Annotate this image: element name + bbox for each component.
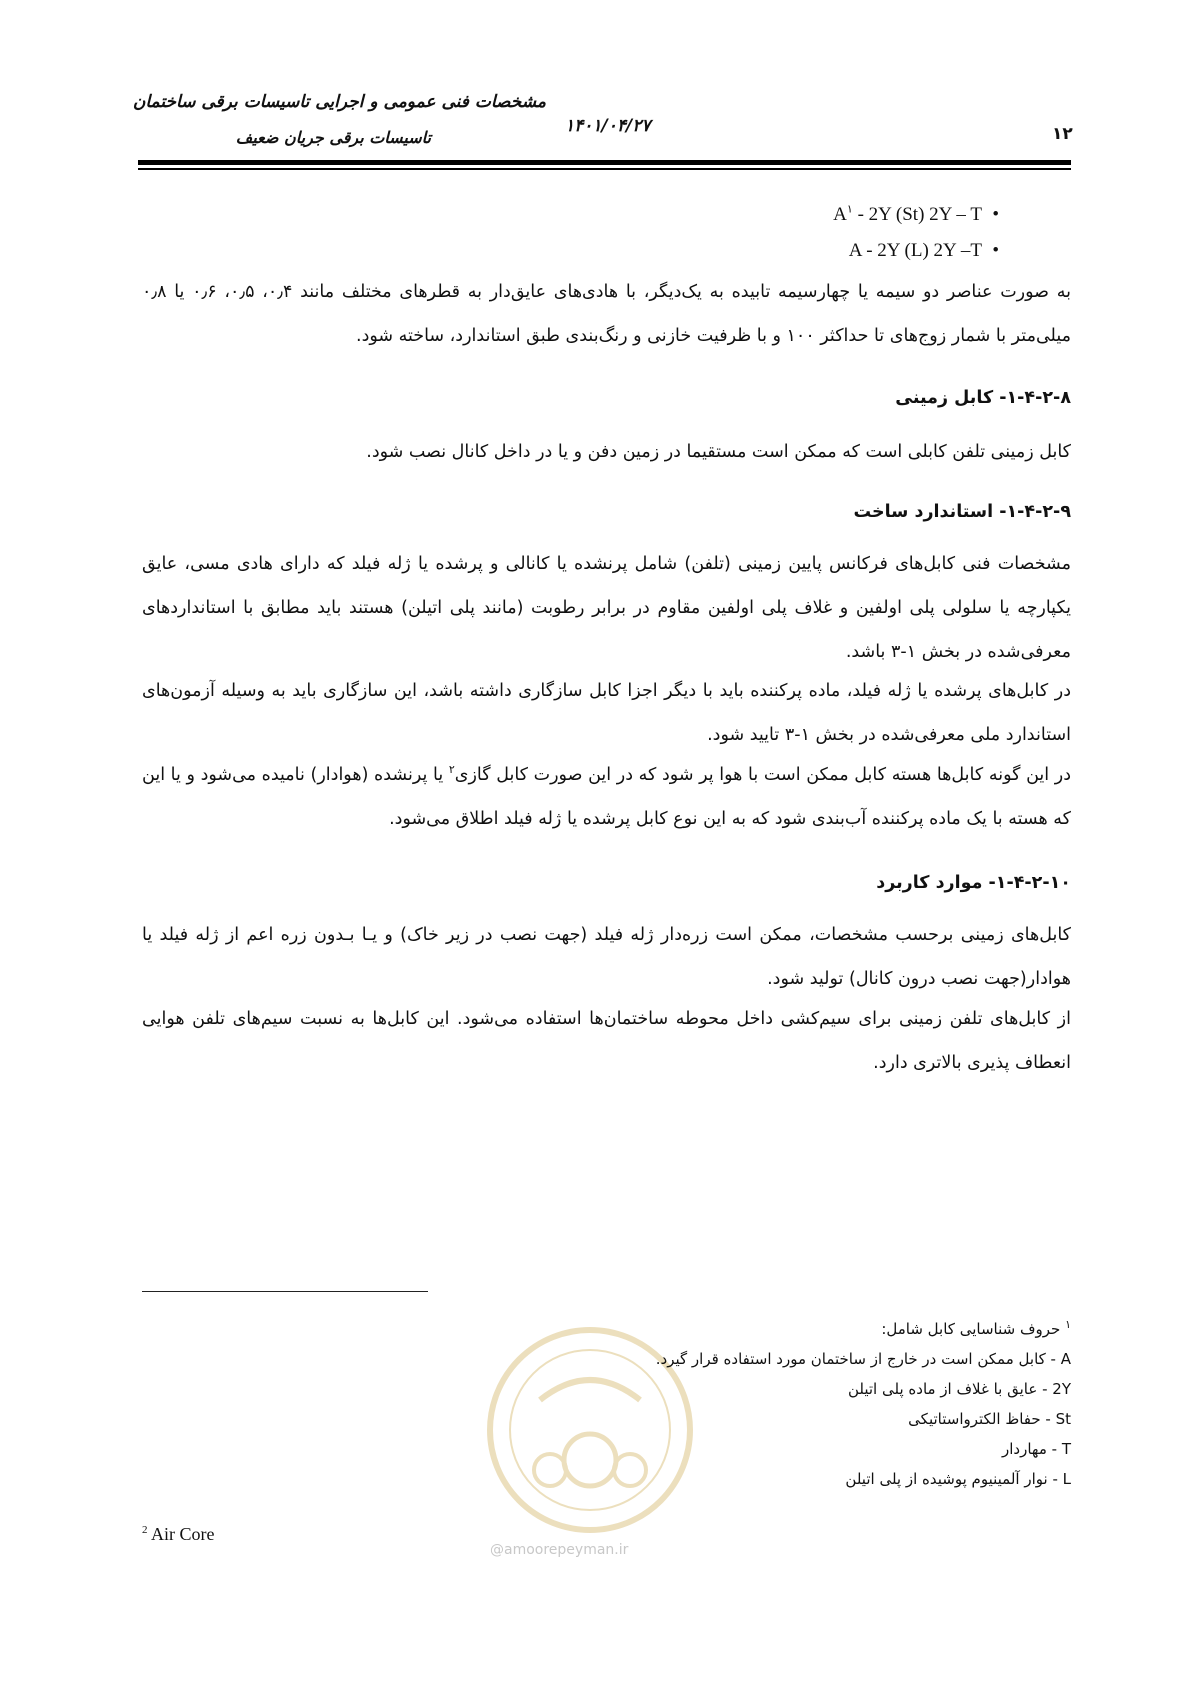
header-date: ۱۴۰۱/۰۴/۲۷ — [565, 116, 651, 136]
section-paragraph: مشخصات فنی کابل‌های فرکانس پایین زمینی (تلفن) شامل پرنشده یا کانالی و پرشده یا ژله فیلد که دارای هادی مسی، عایق یکپارچه یا سلولی پلی اولفین و غلاف پلی اولفین مقاوم در برابر رطوبت (مانند پلی اتیلن) هستند باید مطابق با استانداردهای معرفی‌شده در بخش ۱-۳ باشد. — [142, 554, 1071, 662]
bullet-item — [849, 240, 999, 262]
section-paragraph: کابل‌های زمینی برحسب مشخصات، ممکن است زره‌دار ژله فیلد (جهت نصب در زیر خاک) و یـا بـدون زره اعم از ژله فیلد یا هوادار(جهت نصب درون کانال) تولید شود. — [142, 925, 1071, 989]
watermark-url: @amoorepeyman.ir — [490, 1542, 629, 1558]
bullet-text-post: - 2Y (St) 2Y – T — [852, 204, 982, 225]
header-rule-thick — [138, 160, 1071, 165]
footnote-item: St - حفاظ الکترواستاتیکی — [908, 1410, 1071, 1428]
section-paragraph: کابل زمینی تلفن کابلی است که ممکن است مستقیما در زمین دفن و یا در داخل کانال نصب شود. — [366, 442, 1071, 462]
section-paragraph: از کابل‌های تلفن زمینی برای سیم‌کشی داخل محوطه ساختمان‌ها استفاده می‌شود. این کابل‌ها به نسبت سیم‌های تلفن هوایی انعطاف پذیری بالاتری دارد. — [142, 1009, 1071, 1073]
footnote-item: A - کابل ممکن است در خارج از ساختمان مورد استفاده قرار گیرد. — [655, 1350, 1071, 1368]
page-number: ۱۲ — [1052, 124, 1073, 144]
bullet-icon: • — [992, 204, 999, 225]
footnote-marker: ۱ — [1065, 1318, 1071, 1331]
section-paragraph — [142, 753, 1071, 841]
header-document-title: مشخصات فنی عمومی و اجرایی تاسیسات برقی ساختمان — [132, 92, 546, 112]
footnote-intro: $^۱$ حروف شناسایی کابل شامل: — [881, 1318, 1071, 1338]
footnote-marker: 2 — [142, 1524, 148, 1536]
bullet-icon: • — [992, 240, 999, 261]
footnote-ref: ۱ — [846, 203, 853, 216]
section-heading: ۱-۴-۲-۱۰- موارد کاربرد — [876, 873, 1071, 893]
footnote-2: $^2$ Air Core — [142, 1524, 215, 1544]
header-section-title: تاسیسات برقی جریان ضعیف — [235, 128, 431, 147]
header-rule-thin — [138, 168, 1071, 170]
section-paragraph: در کابل‌های پرشده یا ژله فیلد، ماده پرکننده باید با دیگر اجزا کابل سازگاری داشته باشد، این سازگاری باید به وسیله آزمون‌های استاندارد ملی معرفی‌شده در بخش ۱-۳ تایید شود. — [142, 681, 1071, 745]
paragraph-text: در این گونه کابل‌ها هسته کابل ممکن است با هوا پر شود که در این صورت کابل گازی — [454, 765, 1071, 785]
section-heading: ۱-۴-۲-۸- کابل زمینی — [895, 388, 1071, 408]
footnote-item: T - مهاردار — [1002, 1440, 1071, 1458]
footnote-item: 2Y - عایق با غلاف از ماده پلی اتیلن — [847, 1380, 1071, 1398]
footnote-ref: ۲ — [448, 763, 455, 777]
section-heading: ۱-۴-۲-۹- استاندارد ساخت — [853, 502, 1071, 522]
footnote-separator — [142, 1291, 428, 1292]
footnote-item: L - نوار آلمینیوم پوشیده از پلی اتیلن — [845, 1470, 1071, 1488]
at-icon: @ — [490, 1542, 504, 1558]
bullet-text-pre: A — [833, 204, 847, 225]
bullet-text-pre: A - 2Y (L) 2Y –T — [848, 240, 982, 261]
paragraph-text: یا پرنشده (هوادار) نامیده می‌شود و یا این که هسته با یک ماده پرکننده آب‌بندی شود که به این نوع کابل پرشده یا ژله فیلد اطلاق می‌شود. — [142, 765, 1071, 829]
bullet-item — [833, 204, 999, 226]
intro-paragraph: به صورت عناصر دو سیمه یا چهارسیمه تابیده به یک‌دیگر، با هادی‌های عایق‌دار به قطرهای مختلف مانند ۰٫۴، ۰٫۵، ۰٫۶ یا ۰٫۸ میلی‌متر با شمار زوج‌های تا حداکثر ۱۰۰ و با ظرفیت خازنی و رنگ‌بندی طبق استاندارد، ساخته شود. — [142, 282, 1072, 346]
